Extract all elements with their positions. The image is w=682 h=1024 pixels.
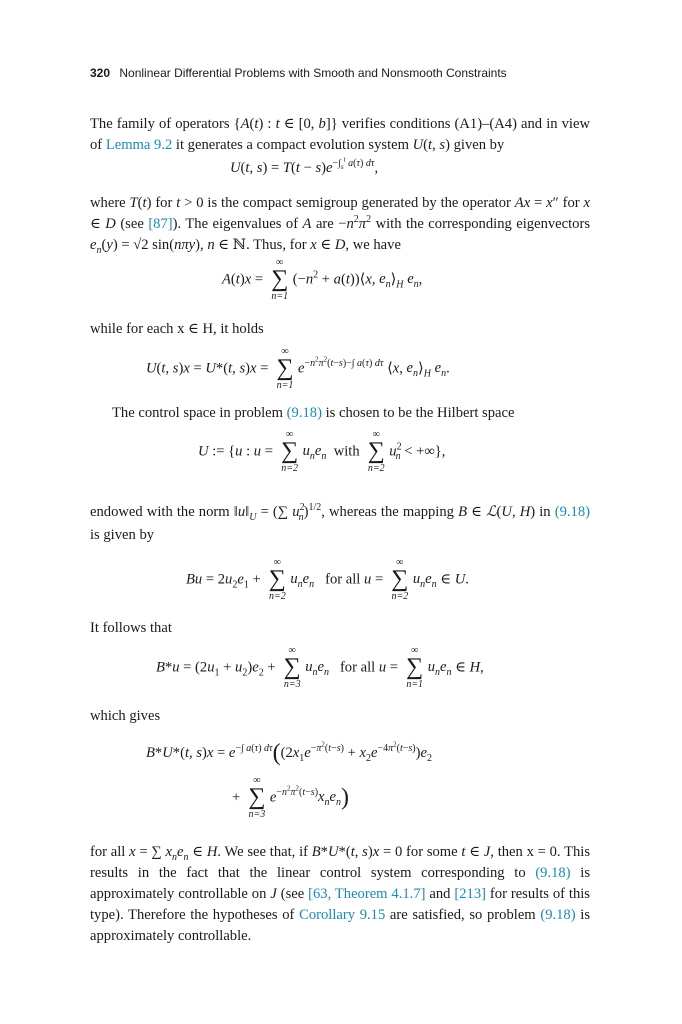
page-number: 320: [90, 66, 111, 80]
equation-operator-expansion: A(t)x = ∞ ∑ n=1 ($-n^2$ + a(t))⟨x, $e_n⟩_H$ $e_n$,: [222, 257, 423, 302]
equation-mapping-b: $Bu = 2u_2e_1$ + ∞ ∑ n=2 $u_ne_n$ for all u = ∞ ∑ n=2 $u_ne_n$ ∈ U.: [186, 557, 469, 602]
equation-controllability-line-2: + ∞ ∑ n=3 $e^{-n^2\pi^2(t-s)}x_ne_n$): [232, 775, 350, 820]
paragraph-4: The control space in problem (9.18) is chosen to be the Hilbert space: [112, 405, 515, 421]
equation-control-space: U := {u : u = ∞ ∑ n=2 $u_ne_n$ with ∞ ∑ n=2 $u^2_n$ < +∞},: [198, 429, 446, 474]
ref-213-link[interactable]: [213]: [454, 886, 486, 902]
equation-controllability-line-1: B*U*(t, $s)x = e^{-\int a(\tau) d\tau}((2x_1e^{-\pi^2(t-s)} + x_2e^{-4\pi^2(t-s)})e_2$: [146, 740, 432, 766]
paragraph-2: where T(t) for t > 0 is the compact semigroup generated by the operator Ax = x″ for x ∈ D (see [87]). The eigenvalues of A are $-n^2\pi^2$ with the corresponding eigenvectors $e_n(y) = √2$ sin(nπy), n ∈ ℕ. Thus, for x ∈ D, we have: [90, 195, 591, 256]
paragraph-6: It follows that: [90, 620, 172, 636]
problem-9-18-link-2[interactable]: (9.18): [554, 504, 590, 520]
equation-evolution-expansion: U(t, s)x = U*(t, s)x = ∞ ∑ n=1 $e^{-n^2\pi^2(t-s)-\int a(\tau) d\tau}$ ⟨x, $e_n⟩_H$ $e_n$.: [146, 346, 450, 391]
paragraph-5: endowed with the norm $‖u‖_U$ = (∑ $u^2_n)^{1/2}$, whereas the mapping B ∈ ℒ(U, H) in (9.18) is given by: [90, 502, 590, 543]
running-header: [90, 66, 590, 80]
corollary-link[interactable]: Corollary 9.15: [299, 907, 386, 923]
paragraph-1: The family of operators {A(t) : t ∈ [0, b]} verifies conditions (A1)–(A4) and in view of Lemma 9.2 it generates a compact evolution system U(t, s) given by: [90, 116, 591, 153]
running-title: Nonlinear Differential Problems with Smooth and Nonsmooth Constraints: [119, 66, 507, 80]
ref-87-link[interactable]: [87]: [148, 216, 173, 232]
paragraph-3: while for each x ∈ H, it holds: [90, 321, 264, 337]
problem-9-18-link-3[interactable]: (9.18): [535, 865, 571, 881]
problem-9-18-link-4[interactable]: (9.18): [540, 907, 576, 923]
problem-9-18-link[interactable]: (9.18): [286, 405, 322, 421]
paragraph-8: for all x = ∑ $x_ne_n$ ∈ H. We see that, if B*U*(t, s)x = 0 for some t ∈ J, then x = 0. This results in the fact that the linear control system corresponding to (9.18) is approximately controllable on J (see [63, Theorem 4.1.7] and [213] for results of this type). Therefore the hypotheses of Corollary 9.15 are satisfied, so problem (9.18) is approximately controllable.: [90, 844, 591, 944]
equation-evolution-system: U(t, $s) = T(t - s)e^{-\int_s^t a(\tau) d\tau}$,: [230, 156, 379, 177]
ref-63-link[interactable]: [63, Theorem 4.1.7]: [308, 886, 426, 902]
paragraph-7: which gives: [90, 708, 161, 724]
equation-adjoint-b: $B*u = (2u_1 + u_2)e_2$ + ∞ ∑ n=3 $u_ne_n$ for all u = ∞ ∑ n=1 $u_ne_n$ ∈ H,: [156, 645, 484, 690]
lemma-link[interactable]: Lemma 9.2: [105, 137, 173, 153]
